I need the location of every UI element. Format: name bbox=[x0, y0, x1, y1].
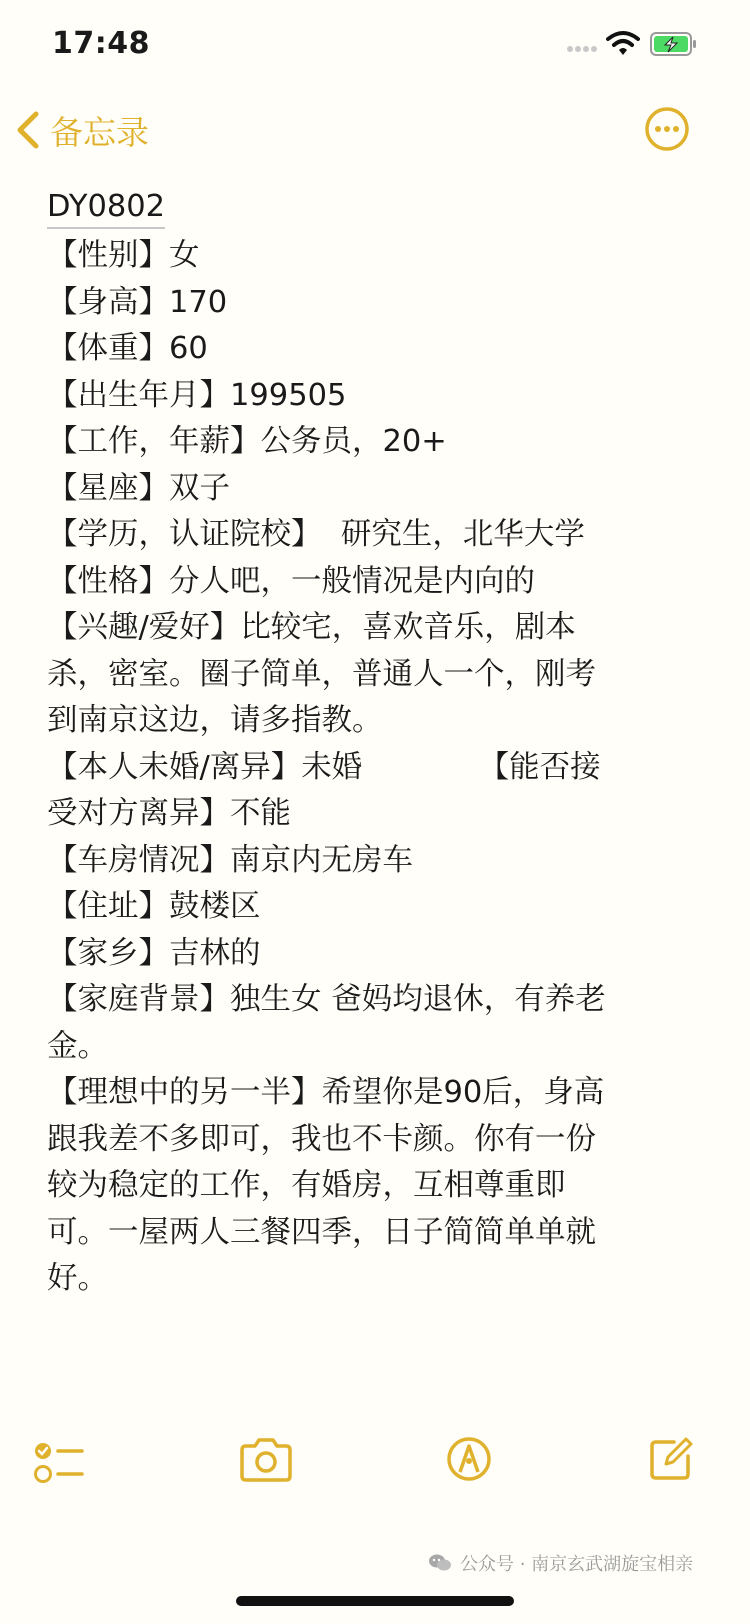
note-line: 跟我差不多即可，我也不卡颜。你有一份 bbox=[47, 1121, 596, 1157]
note-line: 【家乡】吉林的 bbox=[47, 935, 261, 971]
back-label: 备忘录 bbox=[50, 112, 149, 152]
note-body[interactable] bbox=[47, 184, 687, 1303]
note-line: 【身高】170 bbox=[47, 284, 228, 320]
note-line: 较为稳定的工作，有婚房，互相尊重即 bbox=[47, 1168, 566, 1203]
note-line: 到南京这边，请多指教。 bbox=[47, 703, 383, 738]
cellular-signal-icon bbox=[566, 44, 600, 54]
note-line: 【星座】双子 bbox=[47, 470, 230, 506]
note-line: 【住址】鼓楼区 bbox=[47, 889, 261, 924]
battery-charging-icon bbox=[650, 32, 698, 56]
bottom-toolbar bbox=[0, 1436, 750, 1496]
note-line: 【兴趣/爱好】比较宅，喜欢音乐，剧本 bbox=[47, 610, 576, 645]
note-line: 金。 bbox=[47, 1028, 108, 1064]
checklist-icon[interactable] bbox=[32, 1440, 86, 1486]
note-line: 【家庭背景】独生女 爸妈均退休，有养老 bbox=[47, 982, 606, 1017]
note-line: 【出生年月】199505 bbox=[47, 377, 347, 413]
chevron-left-icon bbox=[14, 110, 40, 150]
note-line: 受对方离异】不能 bbox=[47, 796, 291, 831]
note-line: 杀，密室。圈子简单，普通人一个，刚考 bbox=[47, 656, 596, 692]
note-line: 【体重】60 bbox=[47, 331, 208, 366]
camera-icon[interactable] bbox=[238, 1438, 294, 1482]
home-indicator[interactable] bbox=[236, 1596, 514, 1606]
status-time: 17:48 bbox=[52, 26, 150, 61]
wifi-icon bbox=[606, 30, 640, 56]
note-line: 【性格】分人吧，一般情况是内向的 bbox=[47, 563, 535, 599]
note-line: 好。 bbox=[47, 1261, 108, 1296]
status-bar bbox=[0, 0, 750, 90]
note-line: 【学历，认证院校】 研究生，北华大学 bbox=[47, 517, 585, 552]
back-button[interactable] bbox=[14, 106, 149, 154]
nav-bar bbox=[0, 100, 750, 160]
compose-icon[interactable] bbox=[648, 1436, 694, 1482]
note-line: 【工作，年薪】公务员，20+ bbox=[47, 424, 447, 459]
pen-tip-icon[interactable] bbox=[446, 1436, 492, 1482]
wechat-icon bbox=[428, 1553, 452, 1573]
note-line: 【性别】女 bbox=[47, 238, 200, 273]
note-line: 【理想中的另一半】希望你是90后，身高 bbox=[47, 1075, 605, 1110]
ellipsis-circle-icon[interactable] bbox=[644, 106, 690, 152]
note-title: DY0802 bbox=[47, 187, 165, 229]
watermark-text: 公众号 · 南京玄武湖旋宝相亲 bbox=[460, 1554, 694, 1575]
note-line: 【车房情况】南京内无房车 bbox=[47, 842, 413, 878]
note-line: 【本人未婚/离异】未婚 【能否接 bbox=[47, 749, 601, 785]
watermark bbox=[428, 1550, 693, 1576]
note-line: 可。一屋两人三餐四季，日子简简单单就 bbox=[47, 1214, 596, 1250]
